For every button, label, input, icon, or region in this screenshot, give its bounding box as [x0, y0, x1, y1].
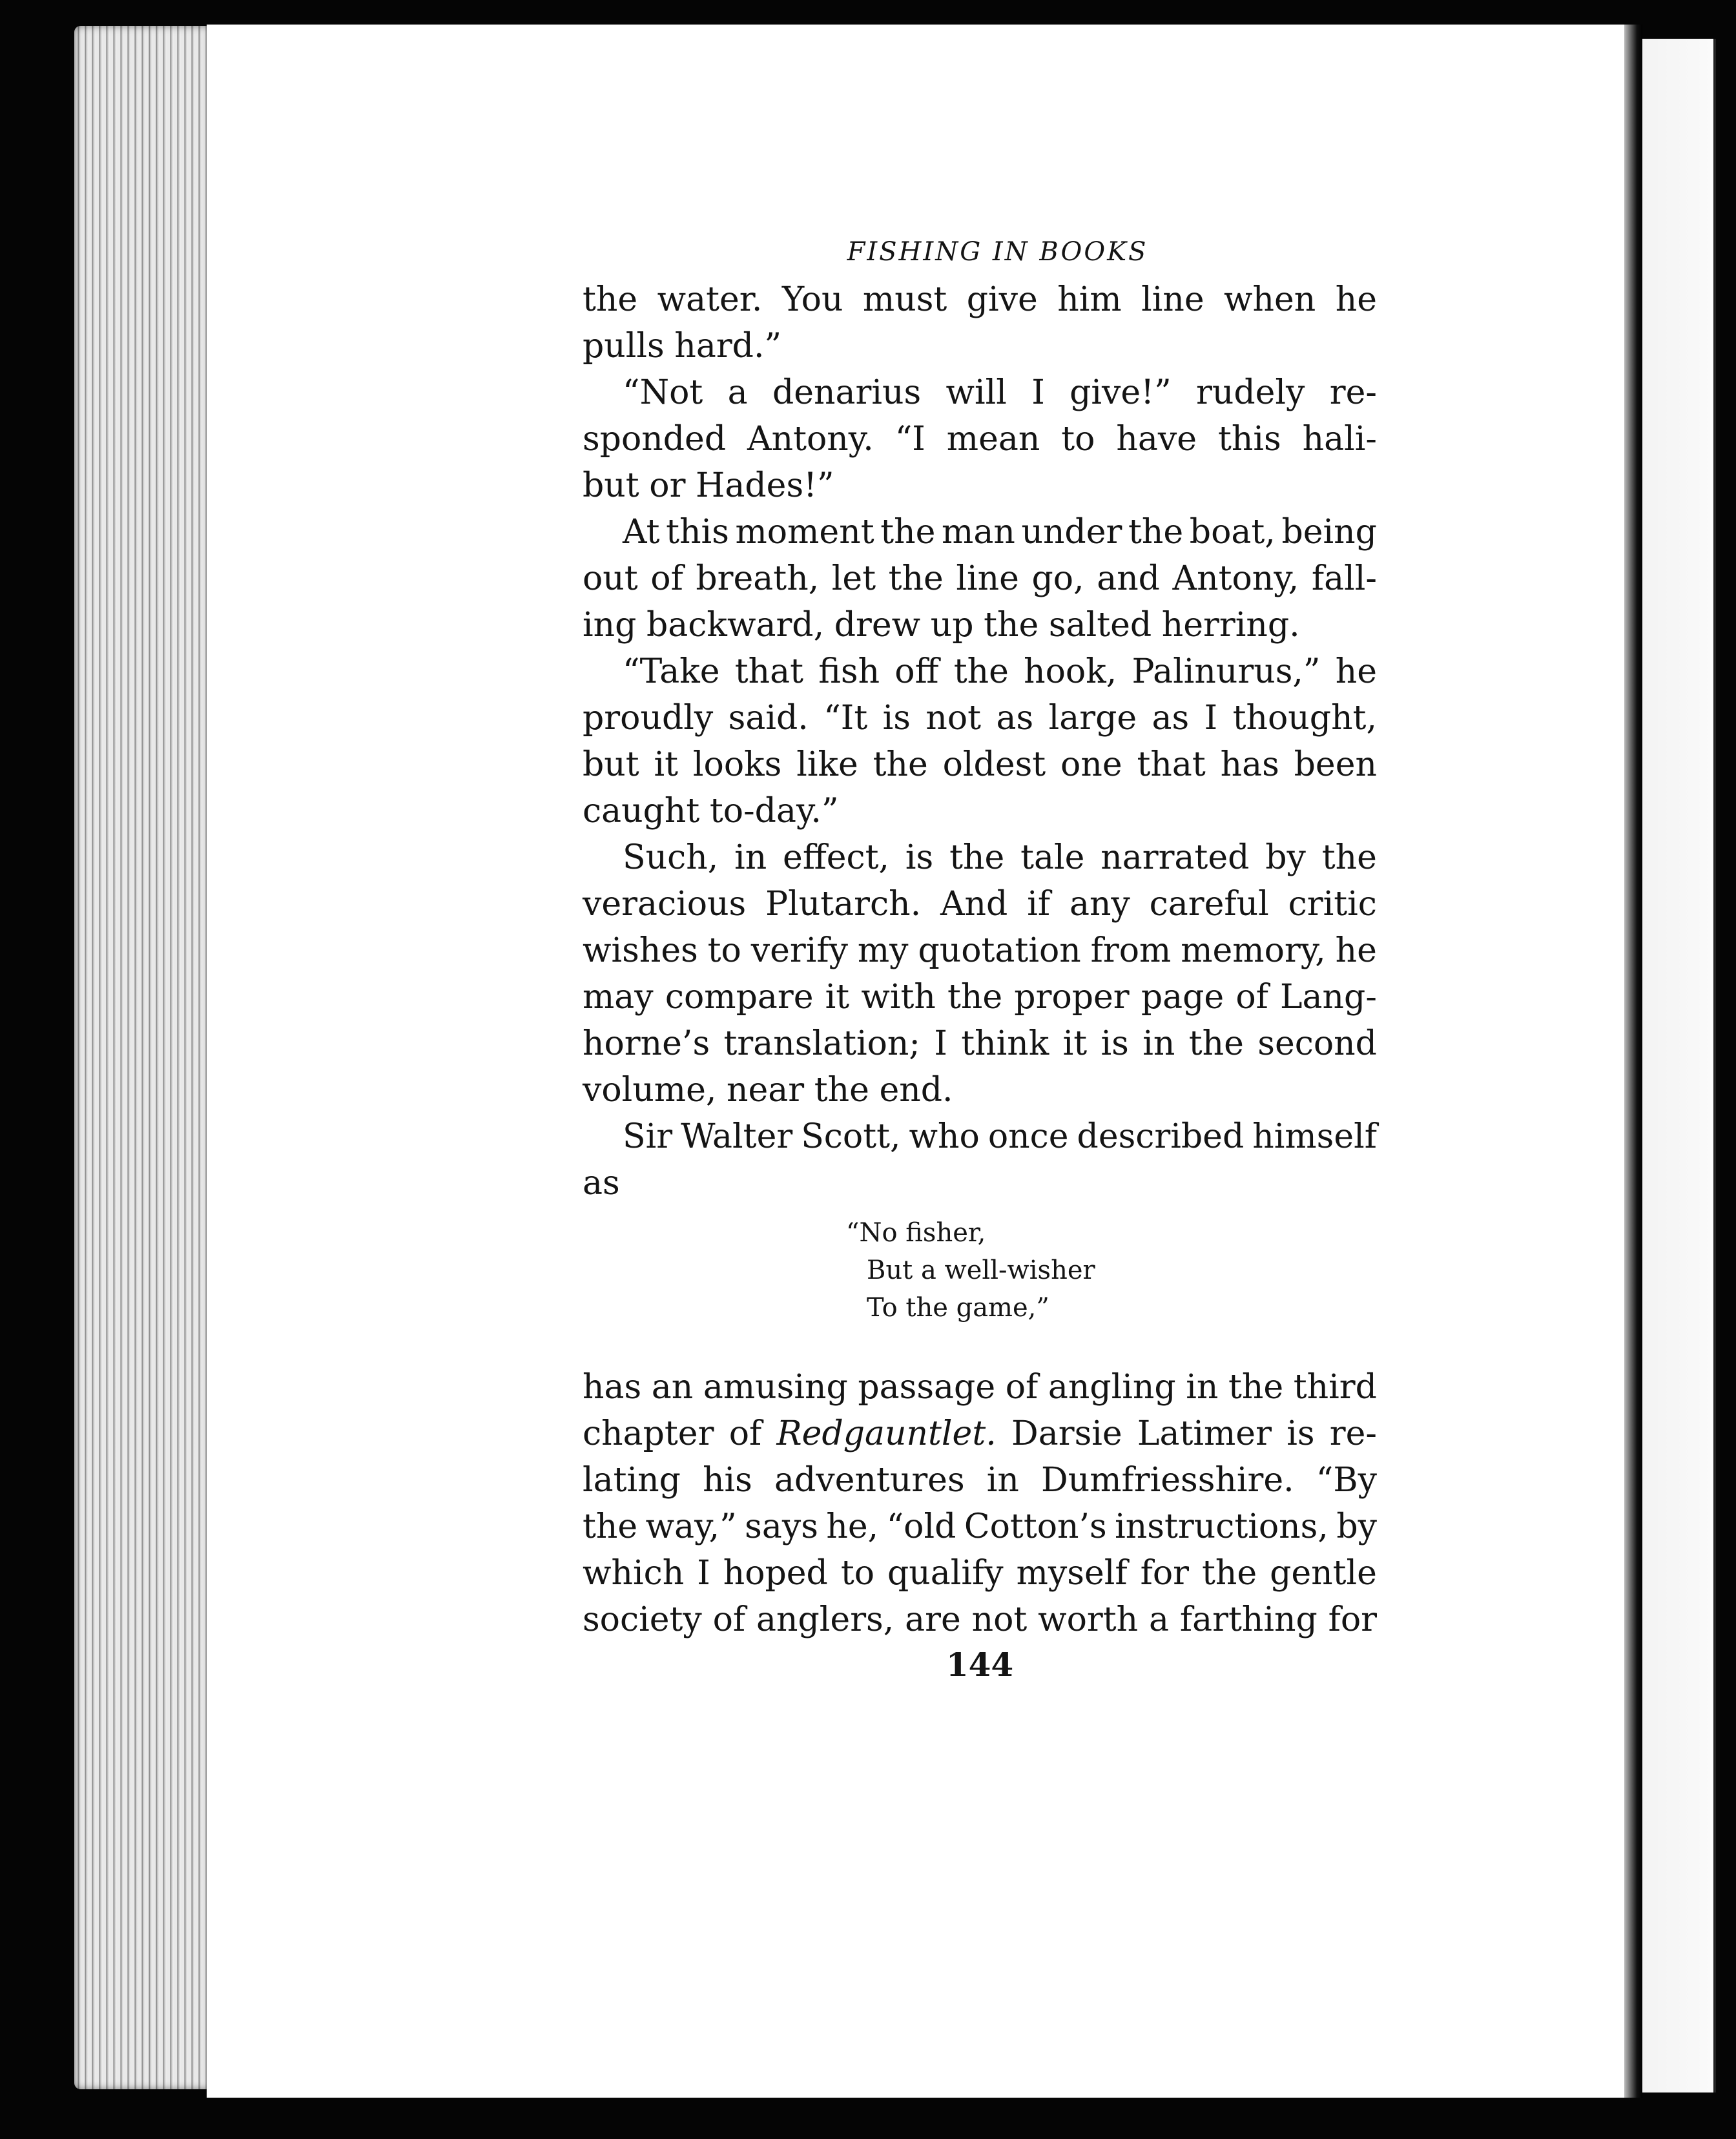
- word: is: [905, 838, 934, 877]
- word: to: [840, 1554, 875, 1593]
- word: volume,: [583, 1071, 717, 1110]
- word: worth: [1038, 1600, 1139, 1639]
- word: passage: [858, 1368, 996, 1407]
- word: it: [825, 978, 850, 1017]
- word: thought,: [1232, 699, 1377, 738]
- word: careful: [1149, 885, 1269, 924]
- word: Antony.: [747, 420, 874, 459]
- word: to-day.”: [709, 792, 839, 831]
- word: once: [987, 1117, 1069, 1156]
- word: the: [1228, 1368, 1284, 1407]
- word: the: [583, 1507, 638, 1546]
- word: he: [1335, 280, 1377, 319]
- word: in: [734, 838, 767, 877]
- word: who: [909, 1117, 980, 1156]
- word: he,: [826, 1507, 879, 1546]
- word: the: [1201, 1554, 1257, 1593]
- text-line: [583, 1160, 1377, 1206]
- word: been: [1294, 745, 1377, 784]
- word: the: [814, 1071, 869, 1110]
- word: described: [1077, 1117, 1245, 1156]
- word: let: [831, 559, 876, 598]
- text-line: [583, 1113, 1377, 1160]
- word: critic: [1288, 885, 1377, 924]
- word: but: [583, 745, 639, 784]
- word: Walter: [681, 1117, 793, 1156]
- word: farthing: [1179, 1600, 1318, 1639]
- text-line: [583, 648, 1377, 695]
- text-line: [583, 369, 1377, 416]
- word: as: [996, 699, 1034, 738]
- word: out: [583, 559, 638, 598]
- word: he: [1335, 652, 1377, 691]
- book-gutter-shadow: [1624, 25, 1642, 2098]
- word: Scott,: [801, 1117, 901, 1156]
- word: the: [583, 280, 638, 319]
- word: Hades!”: [696, 466, 834, 505]
- word: to: [1061, 420, 1095, 459]
- word: water.: [657, 280, 763, 319]
- word: by: [1265, 838, 1306, 877]
- text-line: [583, 462, 1377, 509]
- word: and: [1097, 559, 1160, 598]
- text-line: [583, 1457, 1377, 1504]
- word: sponded: [583, 420, 727, 459]
- paragraph: [583, 834, 1377, 1113]
- word: verify: [750, 931, 848, 970]
- text-line: [583, 741, 1377, 788]
- word: in: [986, 1461, 1019, 1500]
- word: denarius: [772, 373, 922, 412]
- word: man: [942, 513, 1015, 552]
- word: backward,: [646, 606, 825, 645]
- word: him: [1057, 280, 1122, 319]
- word: breath,: [696, 559, 820, 598]
- word: when: [1224, 280, 1316, 319]
- word: go,: [1031, 559, 1084, 598]
- word: horne’s: [583, 1024, 710, 1063]
- word: any: [1069, 885, 1130, 924]
- text-line: [583, 1504, 1377, 1550]
- paragraph: [583, 648, 1377, 834]
- word: near: [727, 1071, 805, 1110]
- word: it: [654, 745, 679, 784]
- word: for: [1328, 1600, 1377, 1639]
- word: has: [583, 1368, 642, 1407]
- word: from: [1090, 931, 1172, 970]
- word: second: [1257, 1024, 1377, 1063]
- word: Such,: [623, 838, 719, 877]
- word: himself: [1252, 1117, 1377, 1156]
- text-line: [583, 323, 1377, 369]
- text-line: [583, 1364, 1377, 1410]
- word: And: [940, 885, 1008, 924]
- word: third: [1293, 1368, 1377, 1407]
- text-line: [583, 1067, 1377, 1113]
- word: “By: [1316, 1461, 1377, 1500]
- verse-line: To the game,”: [867, 1293, 1049, 1323]
- word: large: [1048, 699, 1137, 738]
- word: hard.”: [674, 327, 782, 366]
- word: will: [946, 373, 1007, 412]
- word: At: [623, 513, 660, 552]
- text-block: [583, 227, 1377, 1688]
- word: by: [1336, 1507, 1377, 1546]
- word: herring.: [1161, 606, 1300, 645]
- word: my: [857, 931, 909, 970]
- word: may: [583, 978, 654, 1017]
- word: off: [894, 652, 939, 691]
- word: are: [905, 1600, 961, 1639]
- word: “I: [894, 420, 925, 459]
- word: I: [1204, 699, 1218, 738]
- word: with: [861, 978, 936, 1017]
- word: looks: [692, 745, 782, 784]
- word: this: [1217, 420, 1281, 459]
- word: veracious: [583, 885, 747, 924]
- word: being: [1281, 513, 1377, 552]
- word: drew: [834, 606, 921, 645]
- paragraph: [583, 509, 1377, 648]
- word: moment: [735, 513, 874, 552]
- word: salted: [1048, 606, 1152, 645]
- word: has: [1220, 745, 1279, 784]
- word: not: [925, 699, 982, 738]
- paragraph: [583, 1113, 1377, 1206]
- word: angling: [1048, 1368, 1176, 1407]
- word: give: [966, 280, 1038, 319]
- word: hali-: [1302, 420, 1377, 459]
- word: page: [1141, 978, 1224, 1017]
- word: narrated: [1100, 838, 1250, 877]
- paragraph: [583, 1364, 1377, 1643]
- word: a: [727, 373, 748, 412]
- word: the: [873, 745, 928, 784]
- word: amusing: [703, 1368, 848, 1407]
- word: society: [583, 1600, 702, 1639]
- word: gentle: [1270, 1554, 1377, 1593]
- word: wishes: [583, 931, 698, 970]
- word: Plutarch.: [765, 885, 922, 924]
- word: the: [1128, 513, 1184, 552]
- text-line: [583, 509, 1377, 555]
- word: the: [1188, 1024, 1244, 1063]
- word: like: [796, 745, 858, 784]
- word: the: [947, 978, 1003, 1017]
- word: chapter: [583, 1414, 714, 1453]
- word: but: [583, 466, 639, 505]
- body-text: [583, 276, 1377, 1206]
- facing-page-edge: [1642, 39, 1716, 2092]
- page-edges: [74, 26, 210, 2089]
- word: Palinurus,”: [1132, 652, 1321, 691]
- word: is: [1100, 1024, 1129, 1063]
- text-line: [583, 555, 1377, 602]
- word: ing: [583, 606, 637, 645]
- word: the: [949, 838, 1005, 877]
- word: hook,: [1024, 652, 1117, 691]
- word: translation;: [723, 1024, 920, 1063]
- word: that: [1137, 745, 1206, 784]
- word: effect,: [783, 838, 890, 877]
- word: pulls: [583, 327, 665, 366]
- word: rudely: [1196, 373, 1305, 412]
- word: is: [882, 699, 911, 738]
- word: must: [862, 280, 947, 319]
- word: of: [728, 1414, 762, 1453]
- word: re-: [1329, 1414, 1377, 1453]
- word: instructions,: [1115, 1507, 1328, 1546]
- word: re-: [1329, 373, 1377, 412]
- word: oldest: [942, 745, 1046, 784]
- running-head: FISHING IN BOOKS: [847, 237, 1148, 267]
- word: I: [697, 1554, 710, 1593]
- word: the: [953, 652, 1009, 691]
- body-text-continued: [583, 1364, 1377, 1643]
- word: lating: [583, 1461, 681, 1500]
- word: fish: [818, 652, 880, 691]
- word: think: [961, 1024, 1049, 1063]
- word: the: [888, 559, 944, 598]
- text-line: [583, 416, 1377, 462]
- word: memory,: [1181, 931, 1326, 970]
- verse-quotation: [846, 1214, 1377, 1327]
- text-line: [583, 1020, 1377, 1067]
- word: said.: [728, 699, 809, 738]
- text-line: [583, 1410, 1377, 1457]
- word: an: [651, 1368, 694, 1407]
- word: the: [880, 513, 936, 552]
- word: of: [650, 559, 683, 598]
- word: way,”: [645, 1507, 737, 1546]
- word: his: [703, 1461, 752, 1500]
- word: Sir: [623, 1117, 673, 1156]
- word: Lang-: [1280, 978, 1377, 1017]
- word: to: [707, 931, 741, 970]
- word: under: [1021, 513, 1122, 552]
- word: fall-: [1311, 559, 1377, 598]
- word: Dumfriesshire.: [1041, 1461, 1294, 1500]
- word: in: [1142, 1024, 1175, 1063]
- word: myself: [1016, 1554, 1128, 1593]
- word: says: [745, 1507, 818, 1546]
- text-line: [583, 276, 1377, 323]
- word: of: [1235, 978, 1268, 1017]
- word: give!”: [1070, 373, 1172, 412]
- word: caught: [583, 792, 700, 831]
- word: Darsie: [1011, 1414, 1122, 1453]
- text-line: [583, 834, 1377, 881]
- word: as: [583, 1164, 620, 1203]
- word: of: [1005, 1368, 1038, 1407]
- word: a: [1149, 1600, 1170, 1639]
- word: “It: [823, 699, 868, 738]
- word: of: [712, 1600, 746, 1639]
- word: proudly: [583, 699, 714, 738]
- text-line: [583, 602, 1377, 648]
- word: end.: [879, 1071, 953, 1110]
- word: compare: [665, 978, 814, 1017]
- word: the: [1321, 838, 1377, 877]
- word: “Take: [623, 652, 720, 691]
- word: this: [666, 513, 729, 552]
- word: hoped: [723, 1554, 828, 1593]
- word: it: [1062, 1024, 1088, 1063]
- word: qualify: [887, 1554, 1004, 1593]
- word: if: [1027, 885, 1051, 924]
- word: You: [781, 280, 843, 319]
- text-line: [583, 1550, 1377, 1596]
- word: tale: [1020, 838, 1085, 877]
- verse-line: But a well-wisher: [867, 1256, 1095, 1285]
- text-line: [583, 788, 1377, 834]
- word: up: [930, 606, 974, 645]
- word: in: [1186, 1368, 1219, 1407]
- word: Redgauntlet.: [776, 1414, 997, 1453]
- word: line: [1141, 280, 1204, 319]
- word: I: [934, 1024, 947, 1063]
- text-line: [583, 927, 1377, 974]
- word: boat,: [1189, 513, 1276, 552]
- word: that: [734, 652, 804, 691]
- word: he: [1335, 931, 1377, 970]
- word: is: [1286, 1414, 1315, 1453]
- word: quotation: [918, 931, 1081, 970]
- word: for: [1140, 1554, 1189, 1593]
- word: one: [1060, 745, 1122, 784]
- word: have: [1116, 420, 1197, 459]
- text-line: [583, 881, 1377, 927]
- text-line: [583, 695, 1377, 741]
- word: line: [956, 559, 1019, 598]
- word: not: [971, 1600, 1028, 1639]
- word: Cotton’s: [964, 1507, 1107, 1546]
- word: “old: [886, 1507, 956, 1546]
- word: “Not: [623, 373, 703, 412]
- word: proper: [1014, 978, 1130, 1017]
- text-line: [583, 974, 1377, 1020]
- word: which: [583, 1554, 685, 1593]
- paragraph: [583, 276, 1377, 369]
- word: I: [1031, 373, 1045, 412]
- word: the: [984, 606, 1039, 645]
- verse-line: “No fisher,: [846, 1218, 986, 1248]
- text-line: [583, 1596, 1377, 1643]
- word: anglers,: [756, 1600, 894, 1639]
- word: as: [1152, 699, 1190, 738]
- word: mean: [946, 420, 1040, 459]
- word: or: [649, 466, 686, 505]
- word: Antony,: [1172, 559, 1299, 598]
- paragraph: [583, 369, 1377, 509]
- word: adventures: [774, 1461, 965, 1500]
- word: Latimer: [1137, 1414, 1272, 1453]
- page-number: 144: [946, 1646, 1014, 1684]
